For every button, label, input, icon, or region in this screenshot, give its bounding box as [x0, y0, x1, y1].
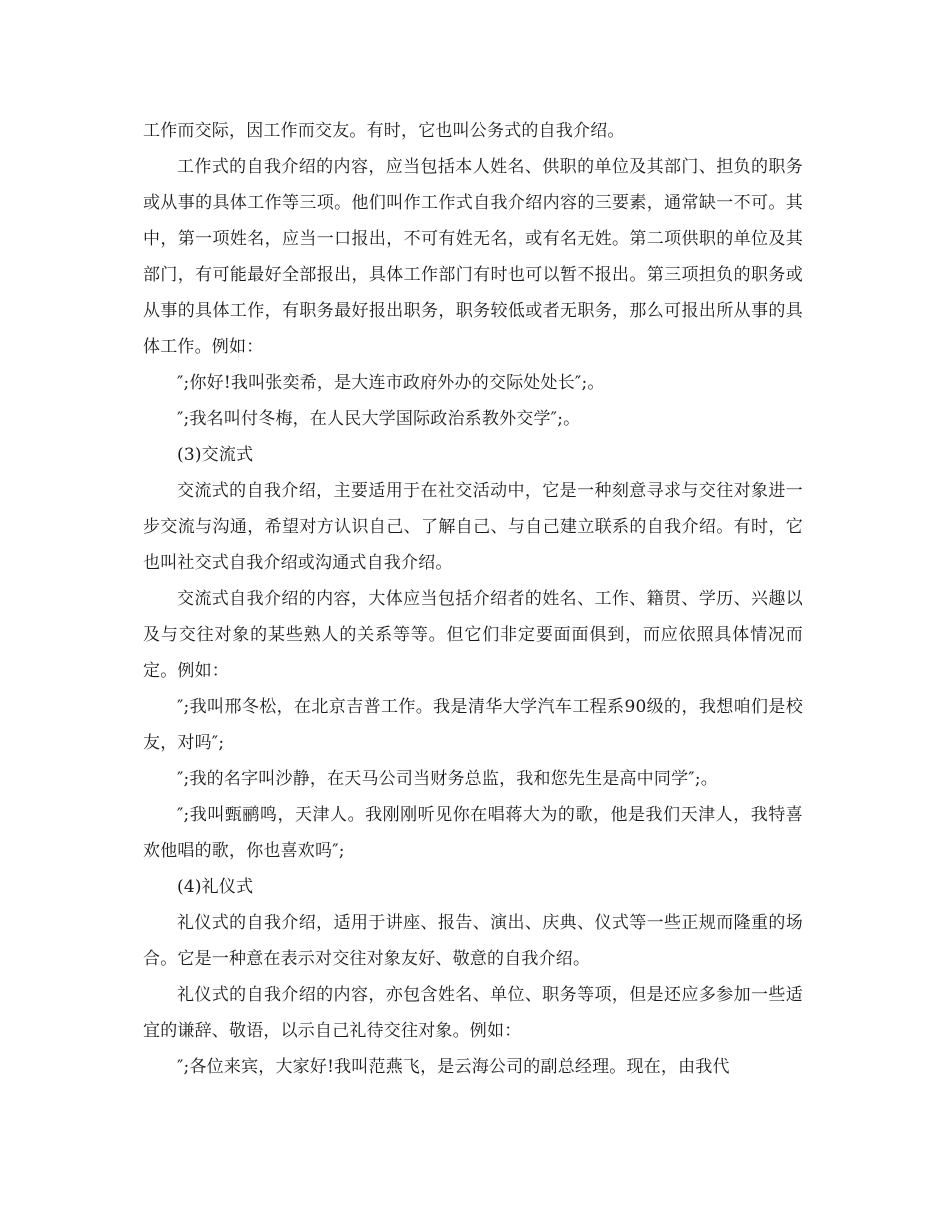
example-quote: ″;我名叫付冬梅，在人民大学国际政治系教外交学″;。	[177, 409, 581, 429]
body-paragraph: 工作而交际，因工作而交友。有时，它也叫公务式的自我介绍。	[143, 121, 625, 141]
example-quote: ″;我叫甄鹂鸣，天津人。我刚刚听见你在唱蒋大为的歌，他是我们天津人，我特喜欢他唱的歌，你也喜欢吗″;	[143, 805, 803, 861]
document-body	[143, 113, 803, 1085]
example-quote: ″;你好!我叫张奕希，是大连市政府外办的交际处处长″;。	[177, 373, 605, 393]
body-paragraph: 礼仪式的自我介绍的内容，亦包含姓名、单位、职务等项，但是还应多参加一些适宜的谦辞、敬语，以示自己礼待交往对象。例如：	[143, 985, 803, 1041]
example-quote: ″;我的名字叫沙静，在天马公司当财务总监，我和您先生是高中同学″;。	[177, 769, 718, 789]
body-paragraph: 交流式自我介绍的内容，大体应当包括介绍者的姓名、工作、籍贯、学历、兴趣以及与交往对象的某些熟人的关系等等。但它们非定要面面俱到，而应依照具体情况而定。例如：	[143, 589, 803, 681]
section-heading: (3)交流式	[177, 445, 254, 465]
example-quote: ″;我叫邢冬松，在北京吉普工作。我是清华大学汽车工程系90级的，我想咱们是校友，对吗″;	[143, 697, 803, 753]
section-heading: (4)礼仪式	[177, 877, 254, 897]
body-paragraph: 工作式的自我介绍的内容，应当包括本人姓名、供职的单位及其部门、担负的职务或从事的具体工作等三项。他们叫作工作式自我介绍内容的三要素，通常缺一不可。其中，第一项姓名，应当一口报出，不可有姓无名，或有名无姓。第二项供职的单位及其部门，有可能最好全部报出，具体工作部门有时也可以暂不报出。第三项担负的职务或从事的具体工作，有职务最好报出职务，职务较低或者无职务，那么可报出所从事的具体工作。例如：	[143, 157, 803, 357]
body-paragraph: 交流式的自我介绍，主要适用于在社交活动中，它是一种刻意寻求与交往对象进一步交流与沟通，希望对方认识自己、了解自己、与自己建立联系的自我介绍。有时，它也叫社交式自我介绍或沟通式自我介绍。	[143, 481, 803, 573]
example-quote: ″;各位来宾，大家好!我叫范燕飞，是云海公司的副总经理。现在，由我代	[177, 1057, 730, 1077]
body-paragraph: 礼仪式的自我介绍，适用于讲座、报告、演出、庆典、仪式等一些正规而隆重的场合。它是一种意在表示对交往对象友好、敬意的自我介绍。	[143, 913, 803, 969]
